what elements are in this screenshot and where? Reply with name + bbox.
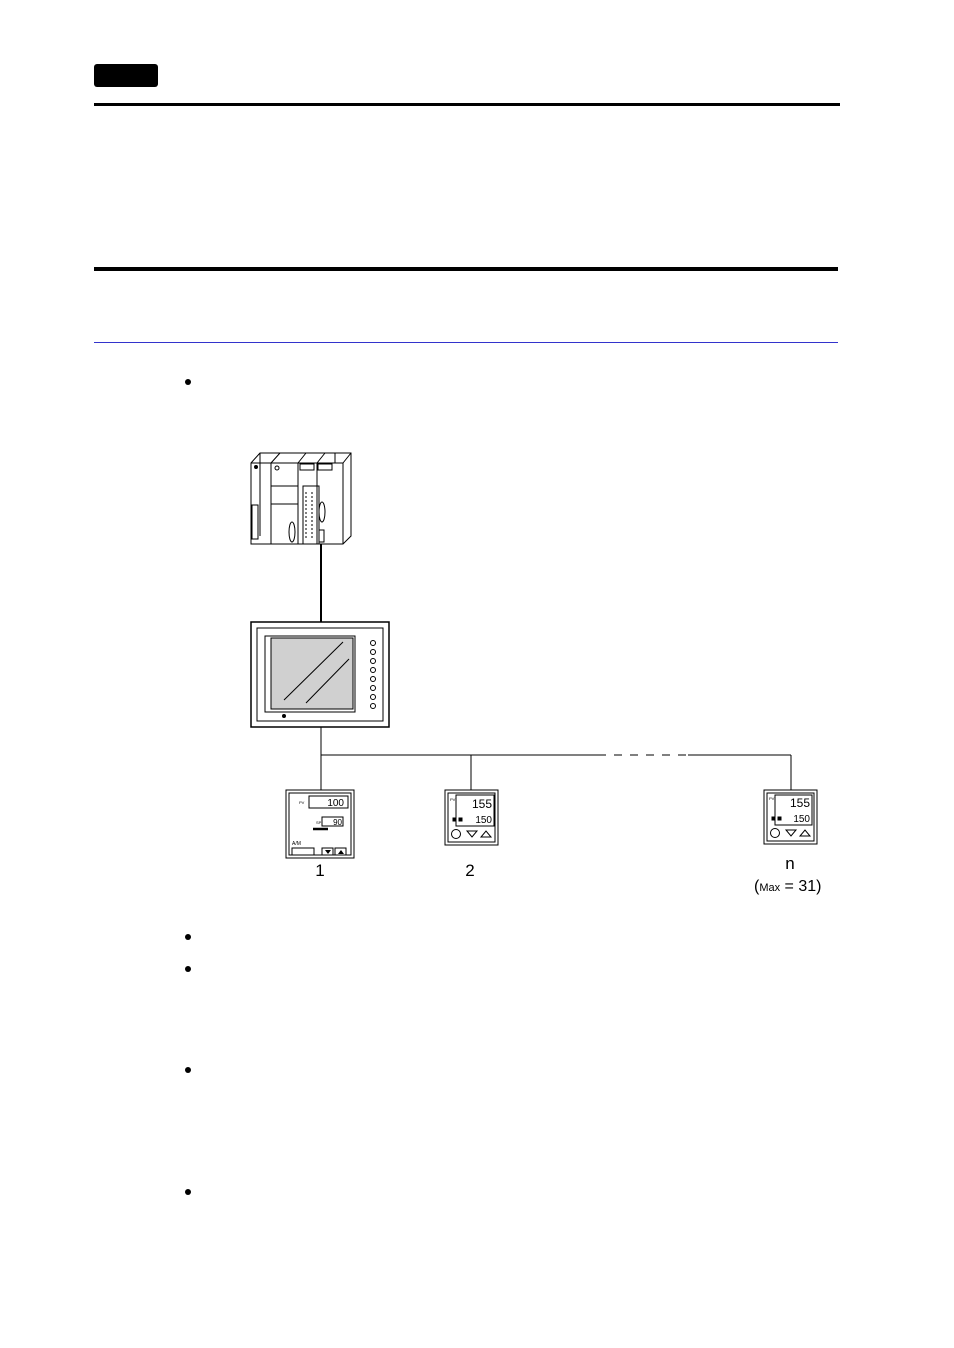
controller-n-sp-value: 150 [793,814,810,825]
node-max-note [754,878,821,895]
node-max-label: Max [759,882,781,894]
node-label-2: 2 [465,861,475,880]
node-label-n: n [785,854,795,873]
controller-2-pv-label: PV [450,797,456,802]
serial-bus [321,727,791,790]
controller-1-sp-value: 90 [333,818,342,827]
controller-n-pv-label: PV [769,796,775,801]
controller-n-pv-value: 155 [789,796,810,810]
controller-1-am-label: A/M [292,841,301,847]
node-label-1: 1 [315,861,325,880]
touch-panel-hmi [251,622,389,727]
controller-2-sp-value: 150 [475,815,492,826]
controller-2-pv-value: 155 [471,797,492,811]
controller-1-pv-label: PV [299,800,305,805]
controller-1-pv-value: 100 [327,798,344,809]
node-max-open: ( [754,878,760,895]
node-max-value: = 31) [780,878,822,895]
controller-1-sp-label: SP [316,820,322,825]
plc-unit [251,453,351,544]
